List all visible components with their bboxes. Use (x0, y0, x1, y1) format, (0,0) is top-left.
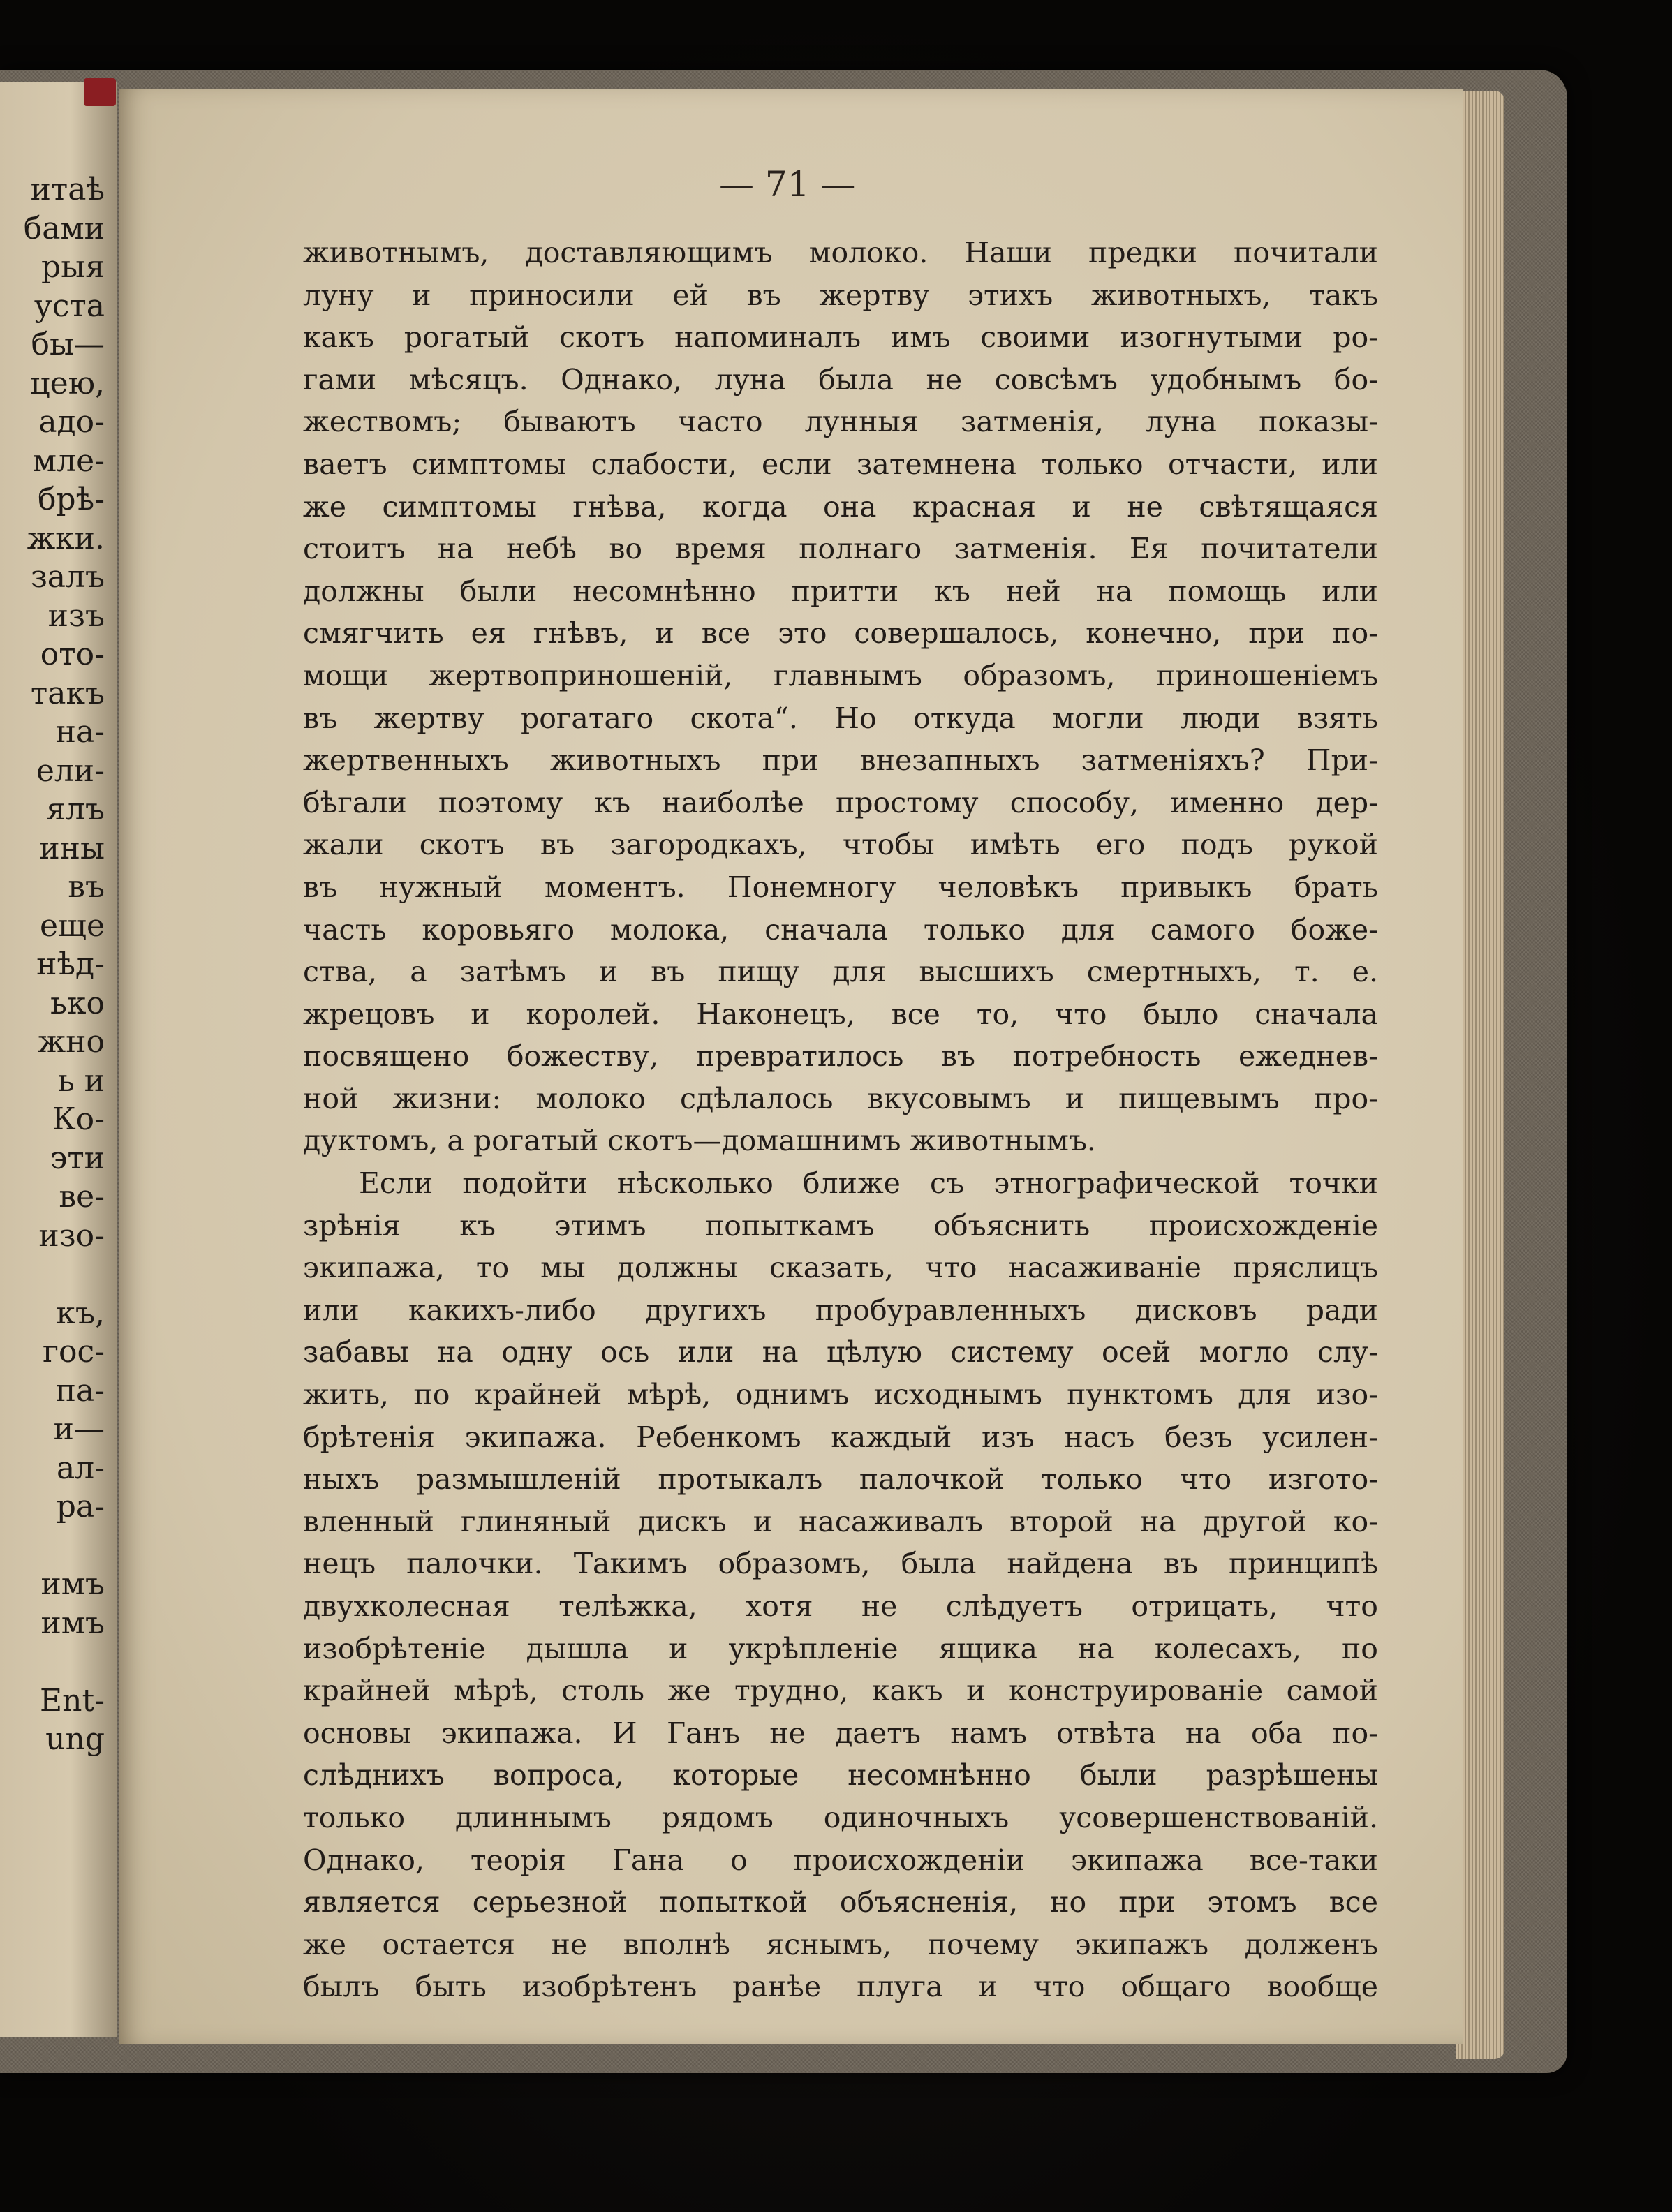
text-line: крайней мѣрѣ, столь же трудно, какъ и конструированіе самой (303, 1674, 1378, 1708)
text-line: двухколесная телѣжка, хотя не слѣдуетъ отрицать, что (303, 1589, 1378, 1623)
text-line: былъ быть изобрѣтенъ ранѣе плуга и что общаго вообще (303, 1970, 1378, 2004)
left-page-fragment: ели- (36, 752, 105, 789)
left-page-fragment: ве- (59, 1179, 105, 1215)
text-line: или какихъ-либо другихъ пробуравленныхъ дисковъ ради (303, 1293, 1378, 1327)
text-line: бѣгали поэтому къ наиболѣе простому способу, именно дер- (303, 785, 1378, 819)
text-line: въ нужный моментъ. Понемногу человѣкъ привыкъ брать (303, 870, 1378, 904)
left-page-fragment: гос- (42, 1334, 105, 1369)
text-line: брѣтенія экипажа. Ребенкомъ каждый изъ насъ безъ усилен- (303, 1420, 1378, 1454)
left-page-fragment: ь и (57, 1062, 105, 1099)
left-page-fragment: адо- (38, 404, 105, 440)
left-page-fragment: па- (55, 1372, 105, 1409)
text-line: жрецовъ и королей. Наконецъ, все то, что было сначала (303, 997, 1378, 1031)
text-line: дуктомъ, а рогатый скотъ—домашнимъ животнымъ. (303, 1124, 1096, 1158)
left-page-fragment: мле- (32, 443, 105, 479)
left-page-fragment: и— (53, 1411, 105, 1447)
left-page-fragment: имъ (40, 1566, 105, 1602)
text-line: животнымъ, доставляющимъ молоко. Наши предки почитали (303, 236, 1378, 269)
text-line: жествомъ; бываютъ часто лунныя затменія, луна показы- (303, 405, 1378, 439)
left-page-fragment: на- (55, 714, 105, 750)
text-line: ства, а затѣмъ и въ пищу для высшихъ смертныхъ, т. е. (303, 955, 1378, 989)
text-line: смягчить ея гнѣвъ, и все это совершалось, конечно, при по- (303, 616, 1378, 651)
left-page-fragment: ра- (56, 1489, 105, 1524)
text-line: должны были несомнѣнно притти къ ней на помощь или (303, 574, 1378, 608)
page-edges (1456, 91, 1504, 2059)
left-page-fragment: еще (40, 907, 105, 944)
left-page-fragment: изо- (38, 1217, 105, 1254)
text-line: стоитъ на небѣ во время полнаго затменія. Ея почитатели (303, 532, 1378, 566)
text-line: мощи жертвоприношеній, главнымъ образомъ, приношеніемъ (303, 658, 1378, 692)
left-page-fragment: жки. (27, 520, 105, 556)
left-page-fragment: Ко- (52, 1101, 105, 1137)
text-line: является серьезной попыткой объясненія, но при этомъ все (303, 1885, 1378, 1920)
text-line: часть коровьяго молока, сначала только для самого боже- (303, 912, 1378, 947)
left-page-fragment: изъ (47, 597, 105, 634)
text-line: жить, по крайней мѣрѣ, однимъ исходнымъ пунктомъ для изо- (303, 1378, 1378, 1412)
left-page-fragment: цею, (30, 365, 105, 401)
page-number: — 71 — (719, 164, 856, 205)
left-page-fragment: бы— (31, 327, 105, 362)
text-line: изобрѣтеніе дышла и укрѣпленіе ящика на колесахъ, по (303, 1631, 1378, 1665)
bookmark-ribbon (84, 78, 116, 106)
left-page-fragment: такъ (30, 675, 105, 711)
left-page-fragment: имъ (40, 1605, 105, 1641)
paragraph (303, 232, 1378, 1162)
text-line: же остается не вполнѣ яснымъ, почему экипажъ долженъ (303, 1927, 1378, 1961)
text-line: посвящено божеству, превратилось въ потребность ежеднев- (303, 1039, 1378, 1074)
text-line: забавы на одну ось или на цѣлую систему осей могло слу- (303, 1335, 1378, 1369)
text-line: же симптомы гнѣва, когда она красная и не свѣтящаяся (303, 489, 1378, 524)
left-page-fragment: уста (34, 288, 105, 324)
text-line: ныхъ размышленій протыкалъ палочкой только что изгото- (303, 1462, 1378, 1497)
text-line: луну и приносили ей въ жертву этихъ животныхъ, такъ (303, 278, 1378, 312)
page-body (303, 232, 1378, 2008)
text-line: жали скотъ въ загородкахъ, чтобы имѣть его подъ рукой (303, 828, 1378, 862)
text-line: какъ рогатый скотъ напоминалъ имъ своими изогнутыми ро- (303, 320, 1378, 355)
text-line: Однако, теорія Гана о происхожденіи экипажа все-таки (303, 1843, 1378, 1877)
text-line: нецъ палочки. Такимъ образомъ, была найдена въ принципѣ (303, 1547, 1378, 1581)
text-line: экипажа, то мы должны сказать, что насаживаніе пряслицъ (303, 1251, 1378, 1285)
paragraph (303, 1162, 1378, 2008)
text-line: жертвенныхъ животныхъ при внезапныхъ затменіяхъ? При- (303, 743, 1378, 778)
left-page-fragment: жно (37, 1024, 105, 1060)
left-page-fragment: въ (68, 869, 105, 905)
left-page-fragment: ялъ (46, 792, 105, 827)
text-line: Если подойти нѣсколько ближе съ этнографической точки (359, 1166, 1378, 1201)
left-page-fragment: бами (23, 210, 105, 246)
left-page-fragment: ото- (40, 637, 105, 672)
left-page-fragment: залъ (30, 559, 105, 595)
left-page-fragment: эти (50, 1140, 105, 1176)
text-line: въ жертву рогатаго скота“. Но откуда могли люди взять (303, 701, 1378, 735)
left-page-fragment: къ, (56, 1295, 105, 1331)
left-page-fragment: ины (39, 830, 105, 866)
left-page-fragment: брѣ- (37, 482, 105, 517)
text-line: основы экипажа. И Ганъ не даетъ намъ отвѣта на оба по- (303, 1716, 1378, 1750)
text-line: ваетъ симптомы слабости, если затемнена только отчасти, или (303, 447, 1378, 481)
left-page-fragment: ал- (56, 1450, 105, 1486)
text-line: слѣднихъ вопроса, которые несомнѣнно были разрѣшены (303, 1758, 1378, 1792)
text-line: ной жизни: молоко сдѣлалось вкусовымъ и пищевымъ про- (303, 1081, 1378, 1115)
left-page-fragment: итаѣ (30, 172, 105, 207)
text-line: только длиннымъ рядомъ одиночныхъ усовершенствованій. (303, 1800, 1378, 1834)
left-page-fragment: ько (50, 985, 105, 1021)
left-page-fragment: рыя (41, 249, 105, 285)
text-line: вленный глиняный дискъ и насаживалъ второй на другой ко- (303, 1504, 1378, 1538)
left-page (0, 82, 117, 2037)
left-page-fragment: нѣд- (36, 947, 105, 982)
text-line: гами мѣсяцъ. Однако, луна была не совсѣмъ удобнымъ бо- (303, 362, 1378, 396)
left-page-fragment: Ent- (39, 1682, 105, 1719)
text-line: зрѣнія къ этимъ попыткамъ объяснить происхожденіе (303, 1208, 1378, 1242)
left-page-fragment: ung (45, 1721, 105, 1757)
